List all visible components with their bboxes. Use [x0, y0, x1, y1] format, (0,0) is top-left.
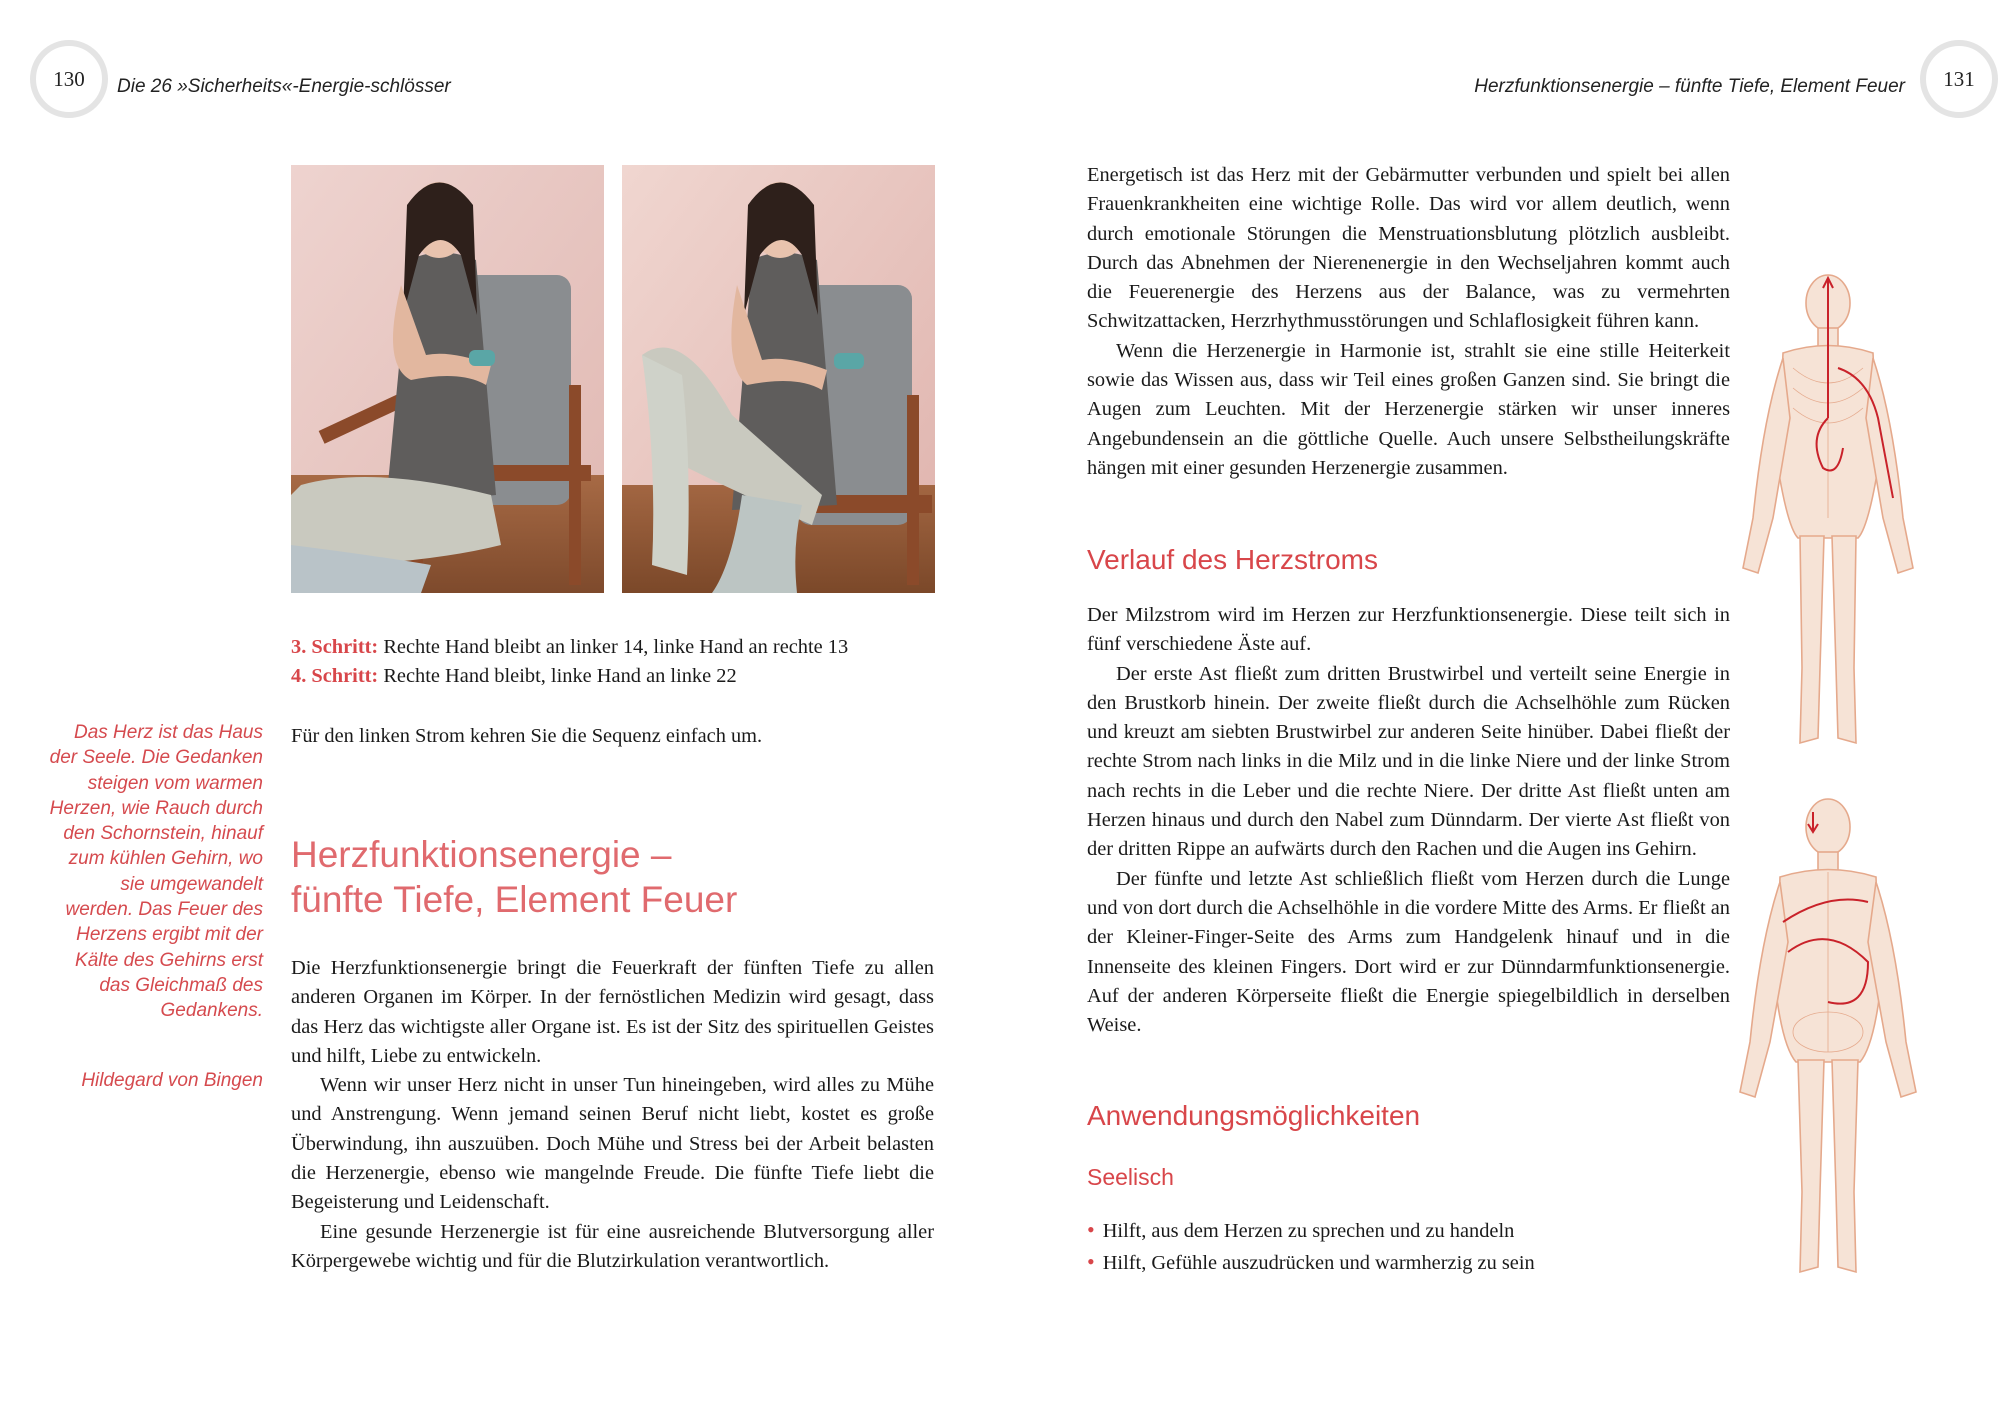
- list-item: [1087, 1215, 1535, 1247]
- step-3: [291, 633, 848, 662]
- step-3-text: Rechte Hand bleibt an linker 14, linke Hand an rechte 13: [383, 636, 849, 658]
- right-intro-text: [1087, 161, 1730, 483]
- anatomy-back-figure: [1728, 792, 1928, 1292]
- right-section-text: [1087, 601, 1730, 1040]
- woman-seated-leg-raised-image: [622, 165, 935, 593]
- list-item-text: Hilft, Gefühle auszudrücken und warmherzig zu sein: [1102, 1251, 1535, 1274]
- page-number-text: 131: [1943, 66, 1975, 91]
- photo-step-4: [622, 165, 935, 593]
- quote-author: Hildegard von Bingen: [81, 1070, 263, 1091]
- page-number-left: [30, 40, 108, 118]
- photo-step-3: [291, 165, 604, 593]
- heading-seelisch: Seelisch: [1087, 1164, 1174, 1190]
- section-heading-left: [291, 832, 737, 922]
- page-number-text: 130: [53, 66, 85, 91]
- anatomy-front-figure: [1728, 268, 1928, 763]
- right-paragraph: Der fünfte und letzte Ast schließlich fließt vom Herzen durch die Lunge und von dort durch die Achselhöhle in die vordere Mitte des Arms. Er fließt an der Kleiner-Finger-Seite des Arms zum Handgelenk hinauf und in die Innenseite des kleinen Fingers. Dort wird er zur Dünndarmfunktionsenergie. Auf der anderen Körperseite fließt die Energie spiegelbildlich in derselben Weise.: [1087, 867, 1730, 1037]
- left-paragraph: Eine gesunde Herzenergie ist für eine ausreichende Blutversorgung aller Körpergewebe wichtig und für die Blutzirkulation verantwortlich.: [291, 1220, 934, 1272]
- woman-seated-image: [291, 165, 604, 593]
- step-4: [291, 662, 737, 691]
- application-list: [1087, 1215, 1535, 1278]
- list-item-text: Hilft, aus dem Herzen zu sprechen und zu handeln: [1102, 1220, 1515, 1242]
- left-body-text: [291, 954, 934, 1276]
- page-number-right: [1920, 40, 1998, 118]
- heading-line-1: Herzfunktionsenergie –: [291, 834, 672, 875]
- sequence-note: Für den linken Strom kehren Sie die Sequenz einfach um.: [291, 725, 763, 747]
- heading-heart-flow: Verlauf des Herzstroms: [1087, 544, 1378, 575]
- heading-line-2: fünfte Tiefe, Element Feuer: [291, 879, 738, 920]
- list-item: [1087, 1247, 1535, 1279]
- margin-quote: Das Herz ist das Haus der Seele. Die Gedanken steigen vom warmen Herzen, wie Rauch durch den Schornstein, hinauf zum kühlen Gehirn, wo sie umgewandelt werden. Das Feuer des Herzens ergibt mit der Kälte des Gehirns erst das Gleichmaß des Gedankens.: [49, 722, 263, 1022]
- left-paragraph: Wenn wir unser Herz nicht in unser Tun hineingeben, wird alles zu Mühe und Anstrengung. Wenn jemand seinen Beruf nicht liebt, kostet es große Überwindung, ihn auszuüben. Doch Mühe und Stress bei der Arbeit belasten die Herzenergie, ebenso wie mangelnde Freude. Die fünfte Tiefe liebt die Begeisterung und Leidenschaft.: [291, 1074, 934, 1214]
- right-paragraph: Der Milzstrom wird im Herzen zur Herzfunktionsenergie. Diese teilt sich in fünf verschiedene Äste auf.: [1087, 604, 1730, 656]
- right-paragraph: Wenn die Herzenergie in Harmonie ist, strahlt sie eine stille Heiterkeit sowie das Wissen aus, dass wir Teil eines großen Ganzen sind. Sie bringt die Augen zum Leuchten. Mit der Herzenergie stärken wir unser inneres Angebundensein an die göttliche Quelle. Auch unsere Selbstheilungskräfte hängen mit einer gesunden Herzenergie zusammen.: [1087, 339, 1730, 479]
- running-head-right: Herzfunktionsenergie – fünfte Tiefe, Element Feuer: [1474, 76, 1905, 97]
- right-paragraph: Energetisch ist das Herz mit der Gebärmutter verbunden und spielt bei allen Frauenkrankheiten eine wichtige Rolle. Das wird vor allem deutlich, wenn durch emotionale Störungen die Menstruationsblutung plötzlich ausbleibt. Durch das Abnehmen der Nierenenergie in den Wechseljahren kommt auch die Feuerenergie des Herzens aus der Balance, was zu vermehrten Schwitzattacken, Herzrhythmusstörungen und Schlaflosigkeit führen kann.: [1087, 164, 1730, 333]
- right-paragraph: Der erste Ast fließt zum dritten Brustwirbel und verteilt seine Energie in den Brustkorb hinein. Der zweite fließt durch die Achselhöhle zum Rücken und kreuzt am siebten Brustwirbel zur anderen Seite hinüber. Dabei fließt der rechte Strom nach links in die Milz und in die linke Niere und der linke Strom nach rechts in die Leber und die rechte Niere. Der dritte Ast fließt unten am Herzen hinaus und durch den Nabel zum Dünndarm. Der vierte Ast fließt von der dritten Rippe an aufwärts durch den Rachen und die Augen ins Gehirn.: [1087, 662, 1730, 861]
- step-4-label: 4. Schritt:: [291, 665, 379, 687]
- left-paragraph: Die Herzfunktionsenergie bringt die Feuerkraft der fünften Tiefe zu allen anderen Organen im Körper. In der fernöstlichen Medizin wird gesagt, dass das Herz das wichtigste aller Organe ist. Es ist der Sitz des spirituellen Geistes und hilft, Liebe zu entwickeln.: [291, 957, 934, 1067]
- running-head-left: Die 26 »Sicherheits«-Energie-schlösser: [117, 76, 451, 97]
- step-3-label: 3. Schritt:: [291, 636, 379, 658]
- heading-applications: Anwendungsmöglichkeiten: [1087, 1100, 1421, 1131]
- step-4-text: Rechte Hand bleibt, linke Hand an linke 22: [383, 665, 737, 687]
